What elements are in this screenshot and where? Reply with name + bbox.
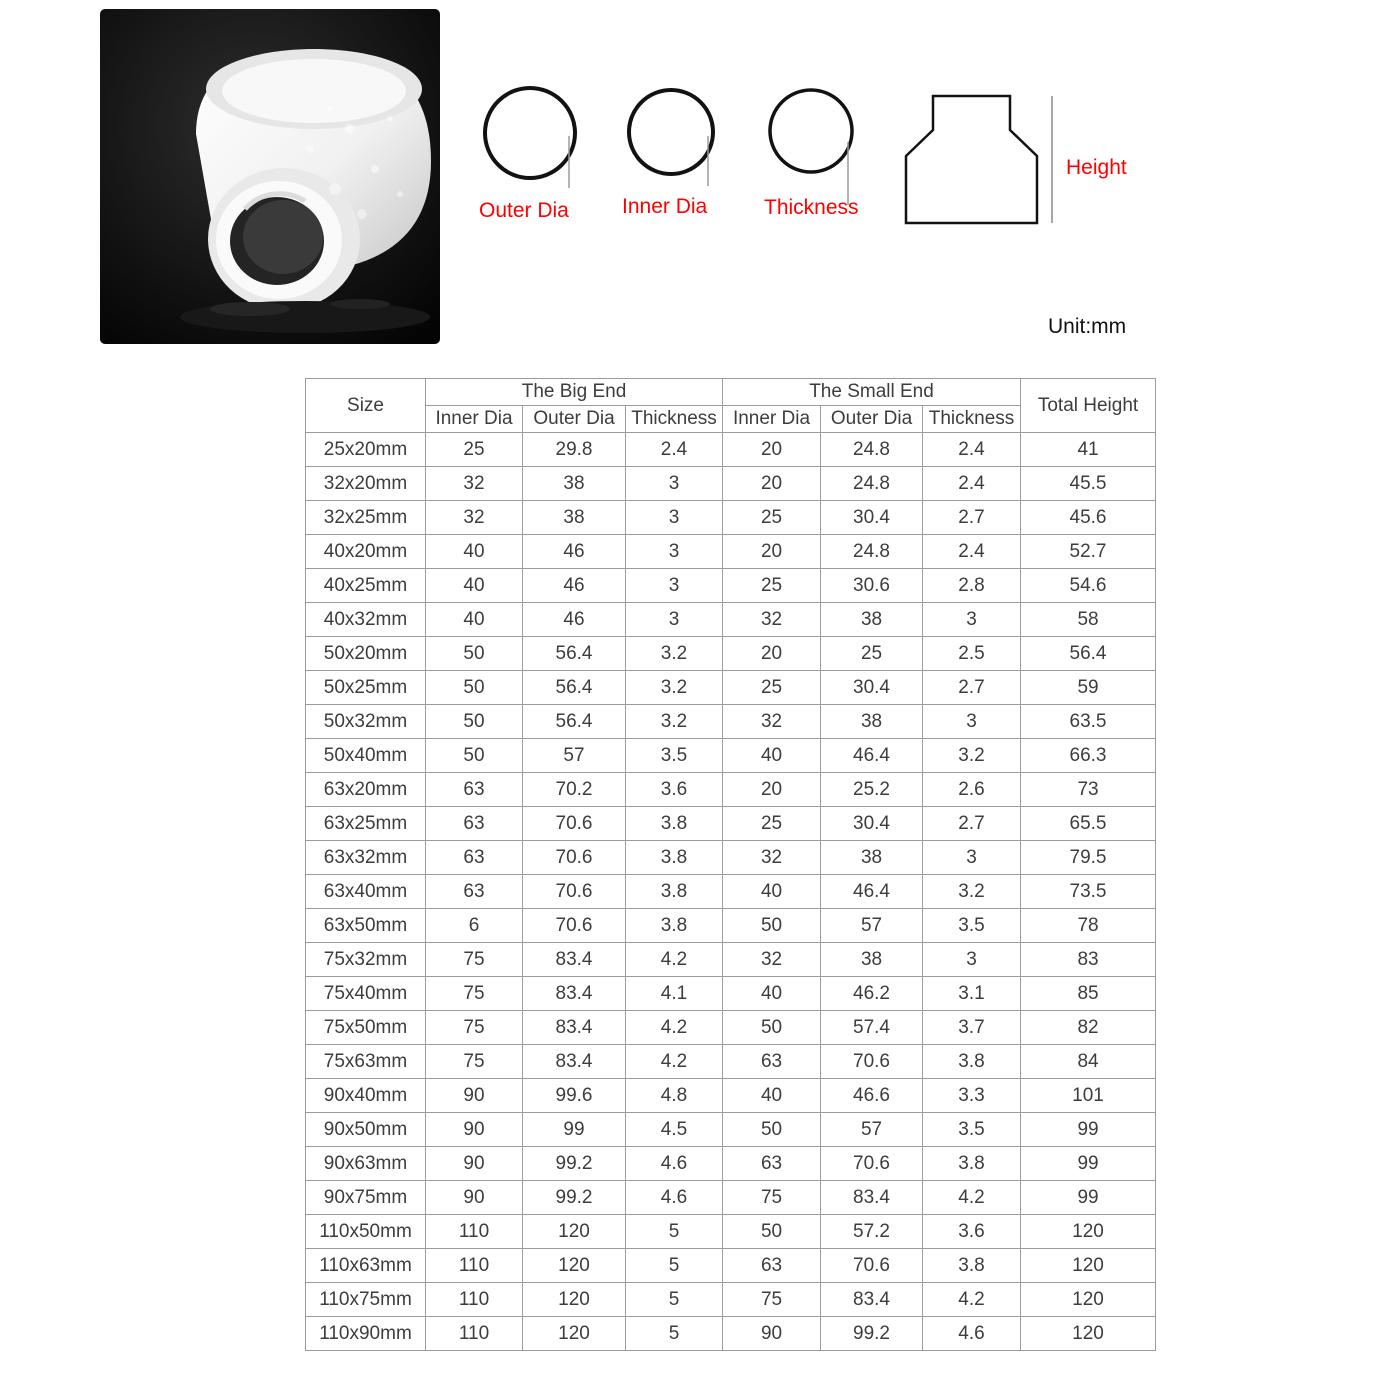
value-cell: 5 — [626, 1215, 723, 1249]
value-cell: 101 — [1021, 1079, 1156, 1113]
size-cell: 50x25mm — [306, 671, 426, 705]
value-cell: 3.8 — [626, 909, 723, 943]
size-cell: 90x50mm — [306, 1113, 426, 1147]
size-cell: 63x20mm — [306, 773, 426, 807]
value-cell: 57 — [523, 739, 626, 773]
value-cell: 3.8 — [923, 1147, 1021, 1181]
table-row — [306, 1079, 1156, 1113]
value-cell: 3.2 — [626, 705, 723, 739]
table-row — [306, 1113, 1156, 1147]
value-cell: 50 — [426, 739, 523, 773]
value-cell: 3.7 — [923, 1011, 1021, 1045]
table-row — [306, 705, 1156, 739]
value-cell: 30.4 — [821, 807, 923, 841]
size-cell: 63x50mm — [306, 909, 426, 943]
outer-dia-label: Outer Dia — [479, 199, 569, 222]
value-cell: 63.5 — [1021, 705, 1156, 739]
value-cell: 83 — [1021, 943, 1156, 977]
value-cell: 75 — [426, 977, 523, 1011]
value-cell: 38 — [821, 841, 923, 875]
value-cell: 120 — [523, 1215, 626, 1249]
value-cell: 120 — [523, 1249, 626, 1283]
value-cell: 2.7 — [923, 807, 1021, 841]
value-cell: 25 — [821, 637, 923, 671]
value-cell: 4.2 — [626, 943, 723, 977]
value-cell: 3.1 — [923, 977, 1021, 1011]
value-cell: 99.2 — [523, 1147, 626, 1181]
value-cell: 32 — [723, 603, 821, 637]
value-cell: 70.6 — [821, 1147, 923, 1181]
value-cell: 3 — [626, 569, 723, 603]
value-cell: 2.5 — [923, 637, 1021, 671]
size-cell: 110x50mm — [306, 1215, 426, 1249]
value-cell: 110 — [426, 1283, 523, 1317]
value-cell: 4.2 — [923, 1181, 1021, 1215]
value-cell: 6 — [426, 909, 523, 943]
table-row — [306, 909, 1156, 943]
value-cell: 29.8 — [523, 433, 626, 467]
value-cell: 70.2 — [523, 773, 626, 807]
value-cell: 59 — [1021, 671, 1156, 705]
value-cell: 79.5 — [1021, 841, 1156, 875]
value-cell: 38 — [821, 603, 923, 637]
value-cell: 70.6 — [821, 1045, 923, 1079]
value-cell: 4.6 — [923, 1317, 1021, 1351]
value-cell: 2.6 — [923, 773, 1021, 807]
value-cell: 70.6 — [523, 909, 626, 943]
value-cell: 30.6 — [821, 569, 923, 603]
value-cell: 52.7 — [1021, 535, 1156, 569]
value-cell: 3 — [923, 841, 1021, 875]
value-cell: 30.4 — [821, 501, 923, 535]
value-cell: 2.4 — [923, 467, 1021, 501]
size-cell: 110x90mm — [306, 1317, 426, 1351]
value-cell: 99 — [1021, 1181, 1156, 1215]
value-cell: 46.2 — [821, 977, 923, 1011]
value-cell: 3.2 — [923, 875, 1021, 909]
value-cell: 82 — [1021, 1011, 1156, 1045]
value-cell: 83.4 — [523, 943, 626, 977]
table-row — [306, 1181, 1156, 1215]
value-cell: 5 — [626, 1317, 723, 1351]
value-cell: 120 — [1021, 1215, 1156, 1249]
table-row — [306, 637, 1156, 671]
size-cell: 90x63mm — [306, 1147, 426, 1181]
value-cell: 58 — [1021, 603, 1156, 637]
value-cell: 110 — [426, 1317, 523, 1351]
size-cell: 50x40mm — [306, 739, 426, 773]
size-cell: 75x32mm — [306, 943, 426, 977]
value-cell: 2.4 — [923, 433, 1021, 467]
value-cell: 2.4 — [923, 535, 1021, 569]
value-cell: 90 — [426, 1147, 523, 1181]
outer-dia-diagram — [480, 84, 582, 194]
table-row — [306, 977, 1156, 1011]
value-cell: 32 — [723, 705, 821, 739]
value-cell: 57 — [821, 909, 923, 943]
table-row — [306, 433, 1156, 467]
value-cell: 20 — [723, 637, 821, 671]
size-cell: 50x20mm — [306, 637, 426, 671]
value-cell: 50 — [723, 1113, 821, 1147]
table-row — [306, 943, 1156, 977]
value-cell: 3.3 — [923, 1079, 1021, 1113]
value-cell: 25 — [723, 807, 821, 841]
value-cell: 85 — [1021, 977, 1156, 1011]
value-cell: 3.2 — [923, 739, 1021, 773]
value-cell: 4.2 — [626, 1045, 723, 1079]
unit-label: Unit:mm — [1048, 315, 1127, 338]
value-cell: 24.8 — [821, 467, 923, 501]
value-cell: 38 — [523, 467, 626, 501]
value-cell: 3.8 — [626, 841, 723, 875]
thickness-circle-icon — [766, 87, 862, 207]
value-cell: 40 — [426, 535, 523, 569]
table-row — [306, 501, 1156, 535]
size-cell: 50x32mm — [306, 705, 426, 739]
value-cell: 110 — [426, 1249, 523, 1283]
value-cell: 90 — [426, 1079, 523, 1113]
value-cell: 3.8 — [923, 1249, 1021, 1283]
size-cell: 32x25mm — [306, 501, 426, 535]
value-cell: 50 — [723, 1215, 821, 1249]
value-cell: 40 — [723, 1079, 821, 1113]
value-cell: 3.8 — [626, 875, 723, 909]
value-cell: 54.6 — [1021, 569, 1156, 603]
col-header-small-thickness: Thickness — [923, 406, 1021, 433]
value-cell: 20 — [723, 535, 821, 569]
value-cell: 4.6 — [626, 1147, 723, 1181]
value-cell: 4.1 — [626, 977, 723, 1011]
col-header-big-thickness: Thickness — [626, 406, 723, 433]
table-row — [306, 1283, 1156, 1317]
value-cell: 3.5 — [626, 739, 723, 773]
value-cell: 120 — [1021, 1249, 1156, 1283]
value-cell: 90 — [723, 1317, 821, 1351]
value-cell: 83.4 — [523, 1045, 626, 1079]
value-cell: 120 — [523, 1283, 626, 1317]
col-header-small-outer-dia: Outer Dia — [821, 406, 923, 433]
value-cell: 63 — [426, 773, 523, 807]
value-cell: 5 — [626, 1249, 723, 1283]
table-row — [306, 1045, 1156, 1079]
value-cell: 120 — [1021, 1283, 1156, 1317]
value-cell: 75 — [723, 1283, 821, 1317]
value-cell: 90 — [426, 1181, 523, 1215]
table-row — [306, 535, 1156, 569]
table-row — [306, 773, 1156, 807]
size-cell: 40x32mm — [306, 603, 426, 637]
value-cell: 70.6 — [523, 807, 626, 841]
value-cell: 3.6 — [626, 773, 723, 807]
value-cell: 65.5 — [1021, 807, 1156, 841]
value-cell: 4.2 — [923, 1283, 1021, 1317]
value-cell: 63 — [426, 807, 523, 841]
value-cell: 38 — [821, 943, 923, 977]
value-cell: 57.4 — [821, 1011, 923, 1045]
value-cell: 3.2 — [626, 671, 723, 705]
value-cell: 24.8 — [821, 535, 923, 569]
value-cell: 99.2 — [821, 1317, 923, 1351]
value-cell: 75 — [426, 1045, 523, 1079]
value-cell: 83.4 — [821, 1181, 923, 1215]
table-row — [306, 1317, 1156, 1351]
value-cell: 25 — [723, 569, 821, 603]
value-cell: 41 — [1021, 433, 1156, 467]
value-cell: 3.5 — [923, 1113, 1021, 1147]
col-header-size: Size — [306, 379, 426, 433]
size-cell: 90x75mm — [306, 1181, 426, 1215]
size-cell: 63x40mm — [306, 875, 426, 909]
value-cell: 3 — [626, 603, 723, 637]
value-cell: 3.2 — [626, 637, 723, 671]
value-cell: 99.2 — [523, 1181, 626, 1215]
spec-table-body — [306, 433, 1156, 1351]
table-row — [306, 467, 1156, 501]
value-cell: 4.6 — [626, 1181, 723, 1215]
value-cell: 45.6 — [1021, 501, 1156, 535]
table-row — [306, 1249, 1156, 1283]
size-cell: 63x32mm — [306, 841, 426, 875]
value-cell: 46.6 — [821, 1079, 923, 1113]
value-cell: 50 — [426, 671, 523, 705]
value-cell: 3.6 — [923, 1215, 1021, 1249]
size-cell: 110x63mm — [306, 1249, 426, 1283]
thickness-label: Thickness — [764, 196, 859, 219]
table-row — [306, 807, 1156, 841]
value-cell: 46 — [523, 569, 626, 603]
value-cell: 40 — [723, 977, 821, 1011]
col-header-small-inner-dia: Inner Dia — [723, 406, 821, 433]
value-cell: 56.4 — [523, 671, 626, 705]
value-cell: 3.5 — [923, 909, 1021, 943]
value-cell: 57 — [821, 1113, 923, 1147]
table-row — [306, 841, 1156, 875]
size-cell: 40x20mm — [306, 535, 426, 569]
size-cell: 90x40mm — [306, 1079, 426, 1113]
value-cell: 50 — [426, 637, 523, 671]
inner-dia-diagram — [624, 86, 722, 192]
col-header-big-inner-dia: Inner Dia — [426, 406, 523, 433]
pvc-reducer-photo-image — [100, 8, 440, 345]
value-cell: 73.5 — [1021, 875, 1156, 909]
value-cell: 38 — [523, 501, 626, 535]
value-cell: 45.5 — [1021, 467, 1156, 501]
value-cell: 56.4 — [523, 637, 626, 671]
value-cell: 99 — [1021, 1113, 1156, 1147]
value-cell: 73 — [1021, 773, 1156, 807]
value-cell: 75 — [426, 943, 523, 977]
value-cell: 3 — [626, 501, 723, 535]
value-cell: 4.5 — [626, 1113, 723, 1147]
height-label: Height — [1066, 156, 1127, 179]
value-cell: 46.4 — [821, 739, 923, 773]
table-row — [306, 603, 1156, 637]
value-cell: 50 — [723, 909, 821, 943]
value-cell: 120 — [1021, 1317, 1156, 1351]
value-cell: 63 — [723, 1249, 821, 1283]
value-cell: 4.2 — [626, 1011, 723, 1045]
value-cell: 25 — [723, 501, 821, 535]
size-cell: 110x75mm — [306, 1283, 426, 1317]
value-cell: 40 — [426, 603, 523, 637]
value-cell: 25 — [426, 433, 523, 467]
value-cell: 83.4 — [523, 1011, 626, 1045]
value-cell: 46 — [523, 603, 626, 637]
value-cell: 32 — [723, 841, 821, 875]
value-cell: 3 — [626, 467, 723, 501]
value-cell: 70.6 — [523, 875, 626, 909]
table-row — [306, 1011, 1156, 1045]
value-cell: 50 — [723, 1011, 821, 1045]
value-cell: 20 — [723, 773, 821, 807]
size-cell: 40x25mm — [306, 569, 426, 603]
value-cell: 57.2 — [821, 1215, 923, 1249]
col-header-big-end: The Big End — [426, 379, 723, 406]
value-cell: 2.7 — [923, 671, 1021, 705]
value-cell: 40 — [426, 569, 523, 603]
col-header-small-end: The Small End — [723, 379, 1021, 406]
value-cell: 5 — [626, 1283, 723, 1317]
value-cell: 70.6 — [821, 1249, 923, 1283]
size-cell: 75x63mm — [306, 1045, 426, 1079]
value-cell: 90 — [426, 1113, 523, 1147]
value-cell: 32 — [426, 501, 523, 535]
spec-table-header — [306, 379, 1156, 433]
value-cell: 25 — [723, 671, 821, 705]
header-row-groups — [306, 379, 1156, 406]
value-cell: 38 — [821, 705, 923, 739]
size-cell: 25x20mm — [306, 433, 426, 467]
reducer-profile-icon — [900, 88, 1065, 233]
value-cell: 70.6 — [523, 841, 626, 875]
value-cell: 63 — [723, 1045, 821, 1079]
size-cell: 75x40mm — [306, 977, 426, 1011]
value-cell: 46 — [523, 535, 626, 569]
value-cell: 40 — [723, 739, 821, 773]
value-cell: 120 — [523, 1317, 626, 1351]
value-cell: 2.7 — [923, 501, 1021, 535]
inner-dia-label: Inner Dia — [622, 195, 708, 218]
value-cell: 4.8 — [626, 1079, 723, 1113]
value-cell: 99 — [523, 1113, 626, 1147]
value-cell: 2.8 — [923, 569, 1021, 603]
value-cell: 56.4 — [1021, 637, 1156, 671]
value-cell: 20 — [723, 467, 821, 501]
col-header-total-height: Total Height — [1021, 379, 1156, 433]
value-cell: 83.4 — [523, 977, 626, 1011]
value-cell: 20 — [723, 433, 821, 467]
value-cell: 2.4 — [626, 433, 723, 467]
value-cell: 3 — [923, 705, 1021, 739]
value-cell: 83.4 — [821, 1283, 923, 1317]
value-cell: 63 — [426, 875, 523, 909]
value-cell: 46.4 — [821, 875, 923, 909]
table-row — [306, 671, 1156, 705]
table-row — [306, 1215, 1156, 1249]
height-diagram — [900, 88, 1065, 238]
value-cell: 99.6 — [523, 1079, 626, 1113]
value-cell: 25.2 — [821, 773, 923, 807]
table-row — [306, 739, 1156, 773]
table-row — [306, 569, 1156, 603]
product-photo — [100, 8, 440, 345]
value-cell: 40 — [723, 875, 821, 909]
spec-table — [305, 378, 1156, 1351]
size-cell: 75x50mm — [306, 1011, 426, 1045]
value-cell: 3 — [923, 943, 1021, 977]
size-cell: 32x20mm — [306, 467, 426, 501]
value-cell: 3 — [923, 603, 1021, 637]
value-cell: 110 — [426, 1215, 523, 1249]
value-cell: 63 — [426, 841, 523, 875]
value-cell: 78 — [1021, 909, 1156, 943]
thickness-diagram — [766, 87, 862, 207]
value-cell: 24.8 — [821, 433, 923, 467]
inner-dia-circle-icon — [624, 86, 722, 192]
table-row — [306, 1147, 1156, 1181]
value-cell: 56.4 — [523, 705, 626, 739]
value-cell: 3.8 — [626, 807, 723, 841]
value-cell: 3 — [626, 535, 723, 569]
table-row — [306, 875, 1156, 909]
value-cell: 50 — [426, 705, 523, 739]
value-cell: 63 — [723, 1147, 821, 1181]
value-cell: 32 — [426, 467, 523, 501]
value-cell: 75 — [426, 1011, 523, 1045]
col-header-big-outer-dia: Outer Dia — [523, 406, 626, 433]
value-cell: 3.8 — [923, 1045, 1021, 1079]
size-cell: 63x25mm — [306, 807, 426, 841]
value-cell: 75 — [723, 1181, 821, 1215]
outer-dia-circle-icon — [480, 84, 582, 194]
value-cell: 84 — [1021, 1045, 1156, 1079]
value-cell: 30.4 — [821, 671, 923, 705]
value-cell: 66.3 — [1021, 739, 1156, 773]
value-cell: 99 — [1021, 1147, 1156, 1181]
value-cell: 32 — [723, 943, 821, 977]
